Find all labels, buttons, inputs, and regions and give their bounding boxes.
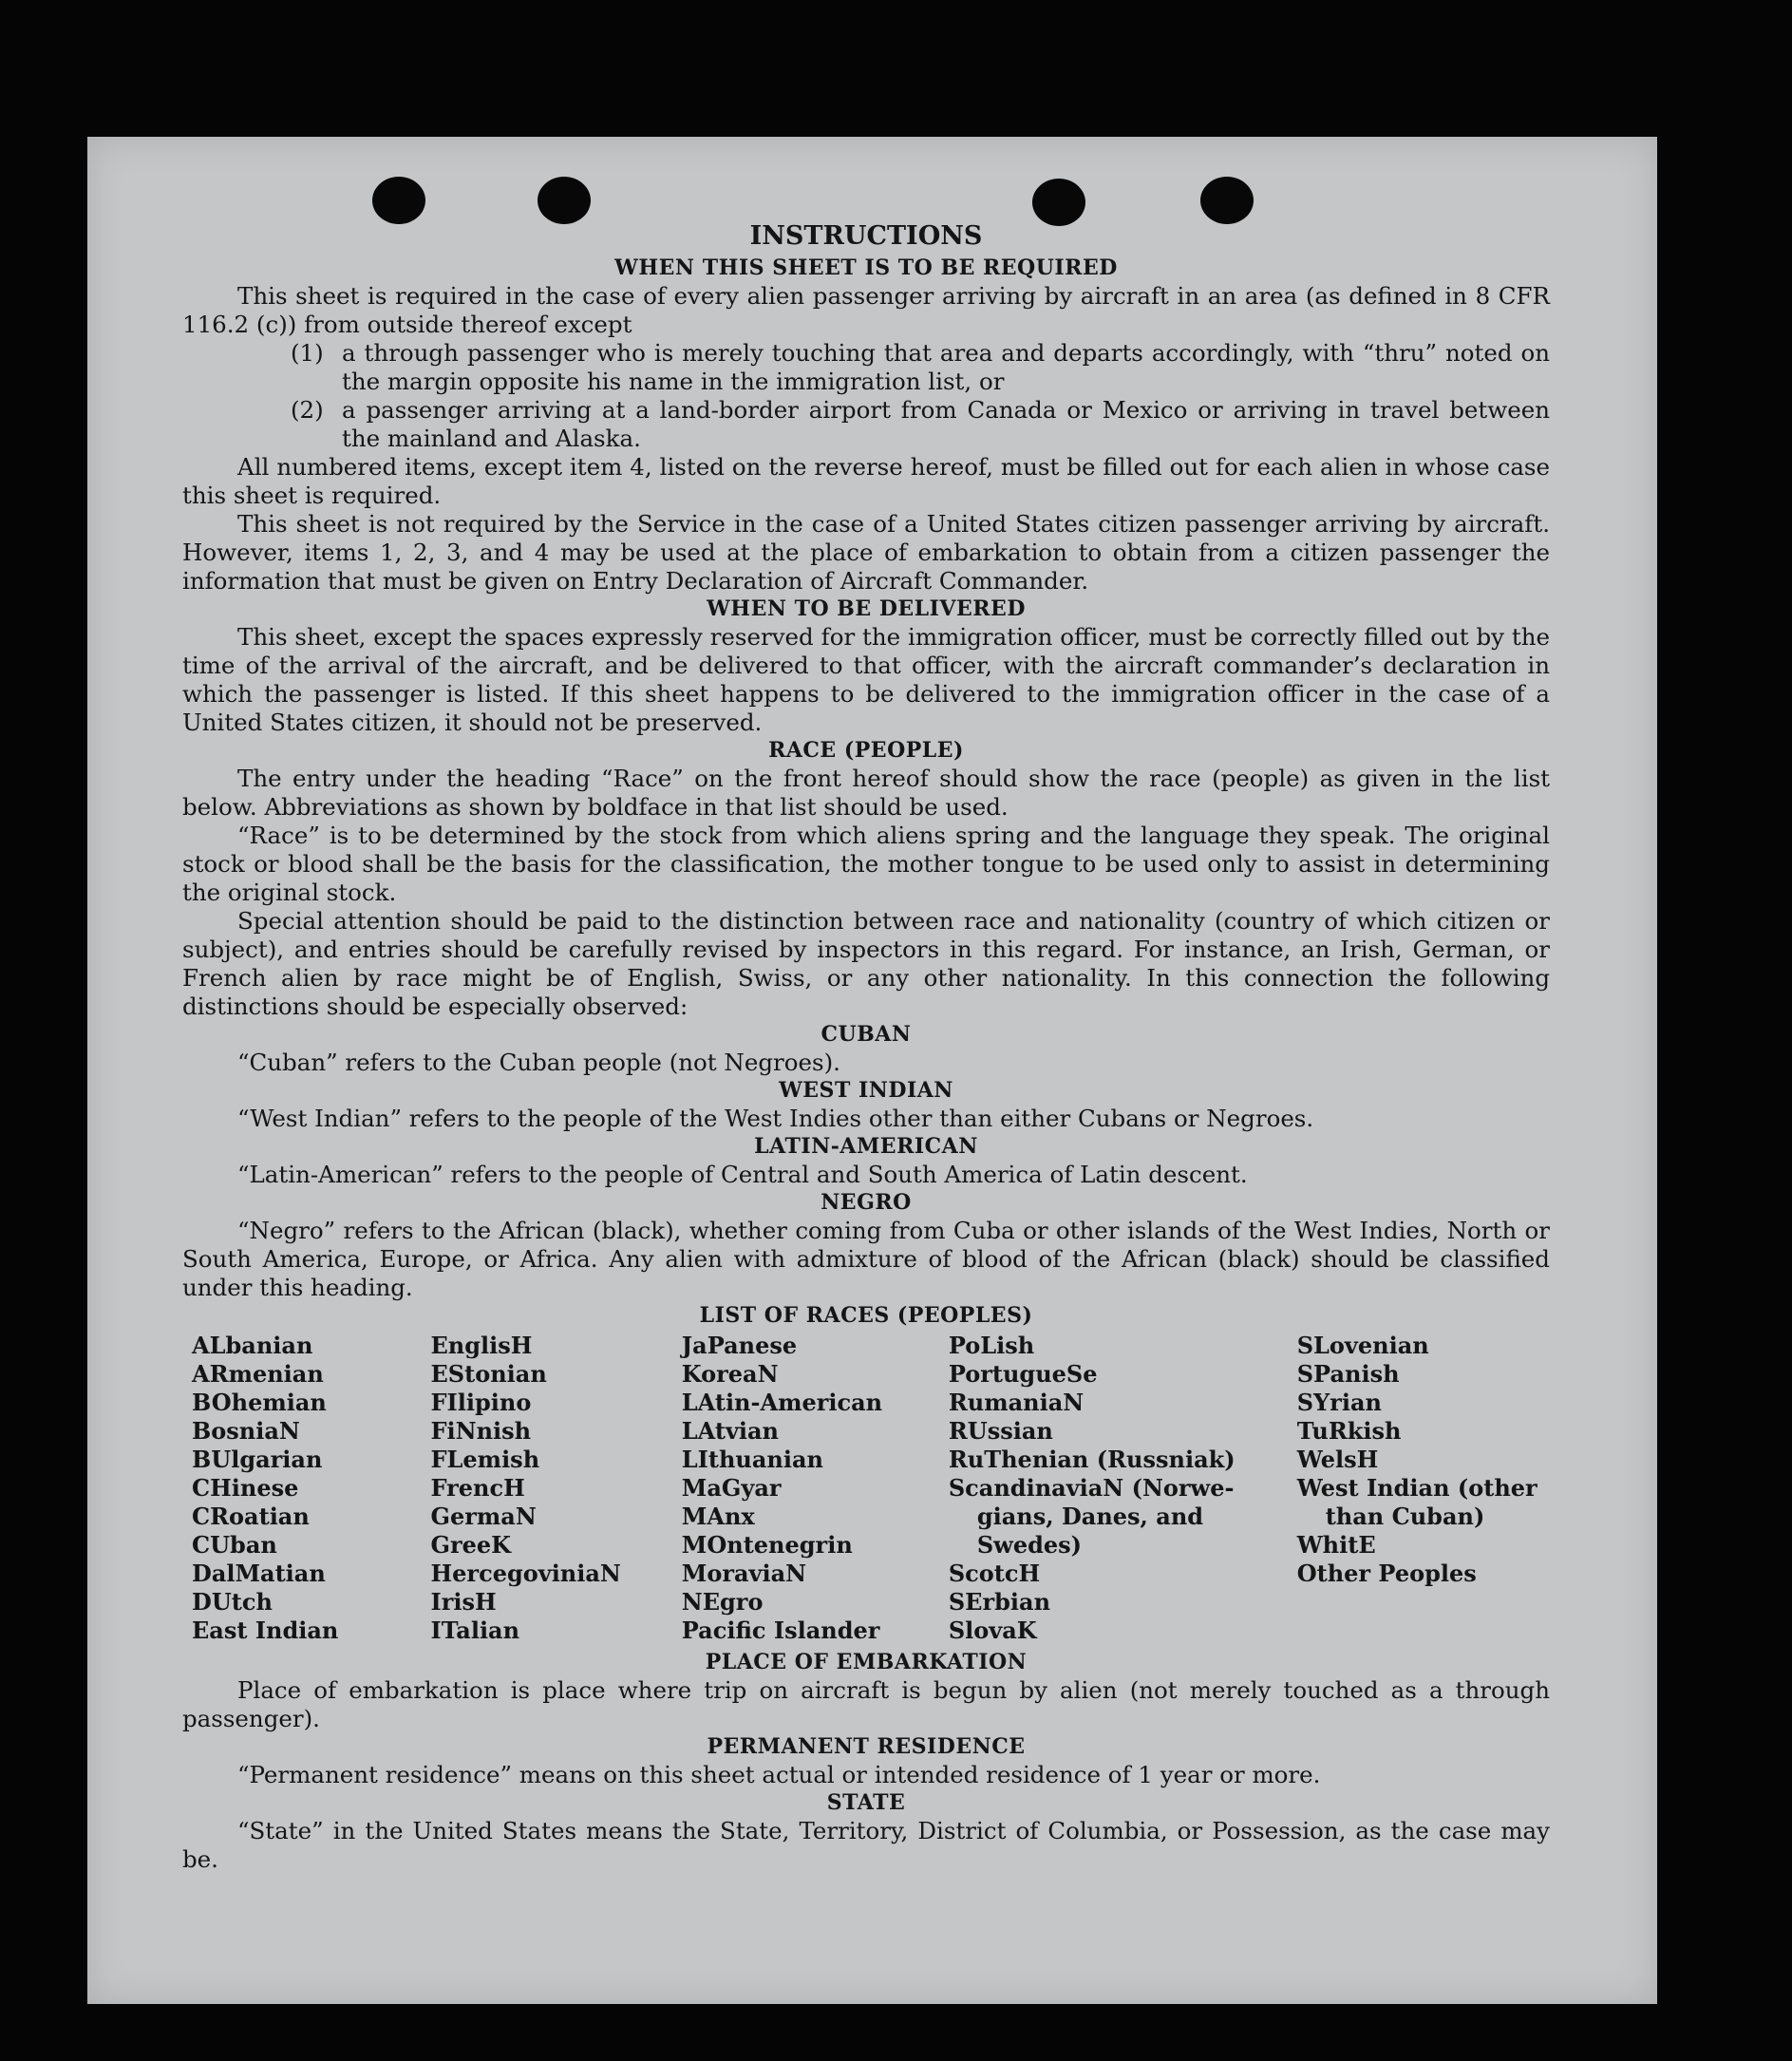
race-entry: NEgro <box>681 1588 764 1616</box>
race-entry: GreeK <box>430 1531 512 1559</box>
heading-permanent-residence: PERMANENT RESIDENCE <box>707 1734 1026 1759</box>
race-entry: BosniaN <box>192 1417 300 1445</box>
race-entry: ScandinaviaN (Norwe- <box>948 1474 1235 1502</box>
race-entry: TuRkish <box>1296 1417 1402 1445</box>
exception-text: a passenger arriving at a land-border airport from Canada or Mexico or arriving in travel between the mainland and Alaska. <box>342 396 1550 452</box>
race-entry: FIlipino <box>430 1389 532 1416</box>
heading-list-of-races: LIST OF RACES (PEOPLES) <box>699 1303 1033 1328</box>
race-entry: CRoatian <box>192 1503 310 1530</box>
punch-hole-4 <box>1200 177 1254 224</box>
punch-hole-3 <box>1032 179 1085 226</box>
race-entry: MAnx <box>681 1503 755 1530</box>
heading-latin-american: LATIN-AMERICAN <box>754 1134 978 1159</box>
heading-when-delivered: WHEN TO BE DELIVERED <box>707 596 1026 621</box>
heading-state: STATE <box>826 1790 906 1815</box>
heading-negro: NEGRO <box>821 1190 912 1215</box>
paragraph-latin-american: “Latin-American” refers to the people of Central and South America of Latin descent. <box>237 1161 1248 1188</box>
race-entry: Pacific Islander <box>681 1617 880 1644</box>
exception-item <box>291 396 1550 453</box>
paragraph-cuban: “Cuban” refers to the Cuban people (not Negroes). <box>237 1049 840 1076</box>
race-entry: RUssian <box>948 1417 1053 1445</box>
race-entry: DalMatian <box>192 1560 326 1587</box>
race-entry: WhitE <box>1296 1531 1376 1559</box>
races-column-1 <box>192 1332 430 1645</box>
race-entry: WelsH <box>1296 1446 1379 1473</box>
races-column-3 <box>682 1332 949 1645</box>
race-entry: FLemish <box>430 1446 540 1473</box>
race-entry: DUtch <box>192 1588 273 1616</box>
race-entry: PoLish <box>948 1332 1035 1359</box>
exception-number: (1) <box>291 339 324 367</box>
punch-hole-1 <box>372 177 425 224</box>
races-list <box>192 1332 1550 1645</box>
race-entry: CUban <box>192 1531 277 1559</box>
race-entry: JaPanese <box>681 1332 798 1359</box>
race-entry: BOhemian <box>192 1389 327 1416</box>
paragraph-negro: “Negro” refers to the African (black), whether coming from Cuba or other islands of the West Indies, North or South America, Europe, or Africa. Any alien with admixture of blood of the African (black) should be classified under this heading. <box>182 1217 1550 1301</box>
race-entry: East Indian <box>192 1617 339 1644</box>
race-entry: EStonian <box>430 1360 547 1388</box>
paragraph-race-determination: “Race” is to be determined by the stock from which aliens spring and the language they speak. The original stock or blood shall be the basis for the classification, the mother tongue to be used only to assist in determining the original stock. <box>182 822 1550 906</box>
race-entry: FrencH <box>430 1474 525 1502</box>
race-entry: West Indian (other <box>1296 1474 1537 1502</box>
heading-race: RACE (PEOPLE) <box>768 738 964 763</box>
paragraph-state: “State” in the United States means the State, Territory, District of Columbia, or Possession, as the case may be. <box>182 1817 1550 1873</box>
race-entry: gians, Danes, and <box>976 1503 1204 1530</box>
heading-embarkation: PLACE OF EMBARKATION <box>705 1650 1028 1674</box>
races-column-2 <box>430 1332 681 1645</box>
heading-when-required: WHEN THIS SHEET IS TO BE REQUIRED <box>614 255 1118 280</box>
paragraph-race-entry: The entry under the heading “Race” on the front hereof should show the race (people) as given in the list below. Abbreviations as shown by boldface in that list should be used. <box>182 765 1550 821</box>
race-entry: Swedes) <box>976 1531 1083 1559</box>
paragraph-embarkation: Place of embarkation is place where trip on aircraft is begun by alien (not merely touched as a through passenger). <box>182 1676 1550 1732</box>
document-sheet <box>87 137 1657 2004</box>
race-entry: CHinese <box>192 1474 299 1502</box>
exception-number: (2) <box>291 396 324 424</box>
race-entry: SlovaK <box>948 1617 1037 1644</box>
race-entry: RumaniaN <box>948 1389 1085 1416</box>
race-entry: SYrian <box>1296 1389 1382 1416</box>
race-entry: BUlgarian <box>192 1446 323 1473</box>
paragraph-numbered-items: All numbered items, except item 4, listed on the reverse hereof, must be filled out for each alien in whose case this sheet is required. <box>182 453 1550 509</box>
race-entry: ScotcH <box>948 1560 1041 1587</box>
race-entry: HercegoviniaN <box>430 1560 621 1587</box>
race-entry: PortugueSe <box>948 1360 1098 1388</box>
punch-hole-2 <box>538 177 591 224</box>
race-entry: GermaN <box>430 1503 537 1530</box>
race-entry: LAtin-American <box>681 1389 883 1416</box>
race-entry: SLovenian <box>1296 1332 1429 1359</box>
race-entry: RuThenian (Russniak) <box>948 1446 1236 1473</box>
race-entry: MaGyar <box>681 1474 782 1502</box>
race-entry: IrisH <box>430 1588 497 1616</box>
race-entry: ARmenian <box>192 1360 324 1388</box>
race-entry: FiNnish <box>430 1417 532 1445</box>
race-entry: Other Peoples <box>1296 1560 1477 1587</box>
paragraph-race-nationality: Special attention should be paid to the distinction between race and nationality (country of which citizen or subject), and entries should be carefully revised by inspectors in this regard. For instance, an Irish, German, or French alien by race might be of English, Swiss, or any other nationality. In this connection the following distinctions should be especially observed: <box>182 907 1550 1020</box>
race-entry: LIthuanian <box>681 1446 823 1473</box>
races-column-4 <box>949 1332 1297 1645</box>
paragraph-delivery: This sheet, except the spaces expressly reserved for the immigration officer, must be correctly filled out by the time of the arrival of the aircraft, and be delivered to that officer, with the aircraft commander’s declaration in which the passenger is listed. If this sheet happens to be delivered to the immigration officer in the case of a United States citizen, it should not be preserved. <box>182 623 1550 736</box>
race-entry: SErbian <box>948 1588 1051 1616</box>
heading-cuban: CUBAN <box>821 1022 912 1047</box>
exception-item <box>291 339 1550 396</box>
page-title: INSTRUCTIONS <box>749 221 983 251</box>
paragraph-permanent-residence: “Permanent residence” means on this sheet actual or intended residence of 1 year or more. <box>237 1761 1321 1788</box>
paragraph-citizen: This sheet is not required by the Service in the case of a United States citizen passenger arriving by aircraft. However, items 1, 2, 3, and 4 may be used at the place of embarkation to obtain from a citizen passenger the information that must be given on Entry Declaration of Aircraft Commander. <box>182 510 1550 595</box>
race-entry: SPanish <box>1296 1360 1400 1388</box>
race-entry: EnglisH <box>430 1332 533 1359</box>
race-entry: MOntenegrin <box>681 1531 853 1559</box>
instructions-content <box>182 220 1550 1874</box>
race-entry: ALbanian <box>192 1332 313 1359</box>
exception-text: a through passenger who is merely touching that area and departs accordingly, with “thru” noted on the margin opposite his name in the immigration list, or <box>342 339 1550 395</box>
race-entry: ITalian <box>430 1617 520 1644</box>
race-entry: KoreaN <box>681 1360 779 1388</box>
race-entry: than Cuban) <box>1325 1503 1485 1530</box>
paragraph-requirement: This sheet is required in the case of every alien passenger arriving by aircraft in an area (as defined in 8 CFR 116.2 (c)) from outside thereof except <box>182 282 1550 338</box>
races-column-5 <box>1297 1332 1550 1645</box>
paragraph-west-indian: “West Indian” refers to the people of the West Indies other than either Cubans or Negroes. <box>237 1105 1314 1132</box>
race-entry: LAtvian <box>681 1417 780 1445</box>
heading-west-indian: WEST INDIAN <box>779 1078 953 1103</box>
race-entry: MoraviaN <box>681 1560 807 1587</box>
